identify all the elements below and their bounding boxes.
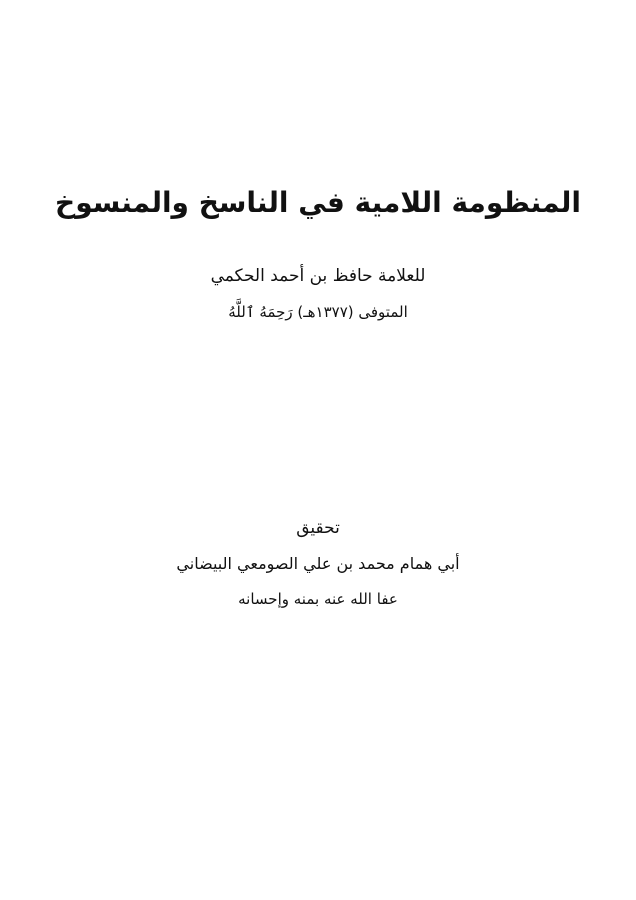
author-line: للعلامة حافظ بن أحمد الحكمي <box>210 266 426 286</box>
book-title: المنظومة اللامية في الناسخ والمنسوخ <box>55 186 581 219</box>
editor-name: أبي همام محمد بن علي الصومعي البيضاني <box>176 554 460 573</box>
editor-prayer: عفا الله عنه بمنه وإحسانه <box>238 590 398 608</box>
tahqiq-label: تحقيق <box>296 518 340 538</box>
death-date-line: المتوفى (١٣٧٧هـ) رَحِمَهُ ٱللَّهُ <box>228 303 408 321</box>
